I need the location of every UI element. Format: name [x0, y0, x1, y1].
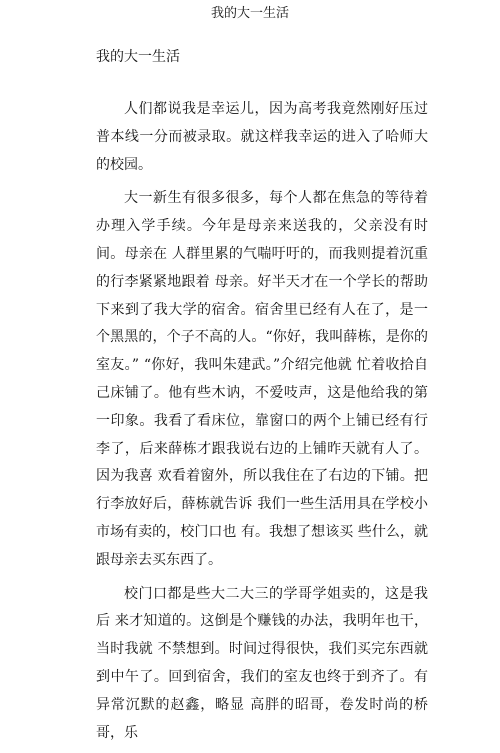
paragraph-3: 校门口都是些大二大三的学哥学姐卖的，这是我后 来才知道的。这倒是个赚钱的办法，我明年也干，当时我就 不禁想到。时间过得很快，我们买完东西就到中午了。回到宿舍，我们的室友也终于到齐了。有异常沉默的赵鑫，略显 高胖的昭哥，卷发时尚的桥哥，乐 — [96, 585, 428, 741]
header-title: 我的大一生活 — [210, 6, 289, 21]
document-body — [96, 96, 428, 753]
document-title: 我的大一生活 — [96, 49, 180, 65]
paragraph-2: 大一新生有很多很多，每个人都在焦急的等待着办理入学手续。今年是母亲来送我的，父亲没有时间。母亲在 人群里累的气喘吁吁的，而我则提着沉重的行李紧紧地跟着 母亲。好半天才在一个学长的帮助下来到了我大学的宿舍。宿舍里已经有人在了，是一个黑黑的，个子不高的人。“你好，我叫薛栋，是你的室友。” “你好，我叫朱建武。”介绍完他就 忙着收拾自己床铺了。他有些木讷，不爱吱声，这是他给我的第一印象。我看了看床位，靠窗口的两个上铺已经有行李了，后来薛栋才跟我说右边的上铺昨天就有人了。因为我喜 欢看着窗外，所以我住在了右边的下铺。把行李放好后，薛栋就告诉 我们一些生活用具在学校小市场有卖的，校门口也 有。我想了想该买 些什么，就跟母亲去买东西了。 — [96, 190, 428, 568]
paragraph-1: 人们都说我是幸运儿，因为高考我竟然刚好压过普本线一分而被录取。就这样我幸运的进入了哈师大的校园。 — [96, 101, 428, 173]
